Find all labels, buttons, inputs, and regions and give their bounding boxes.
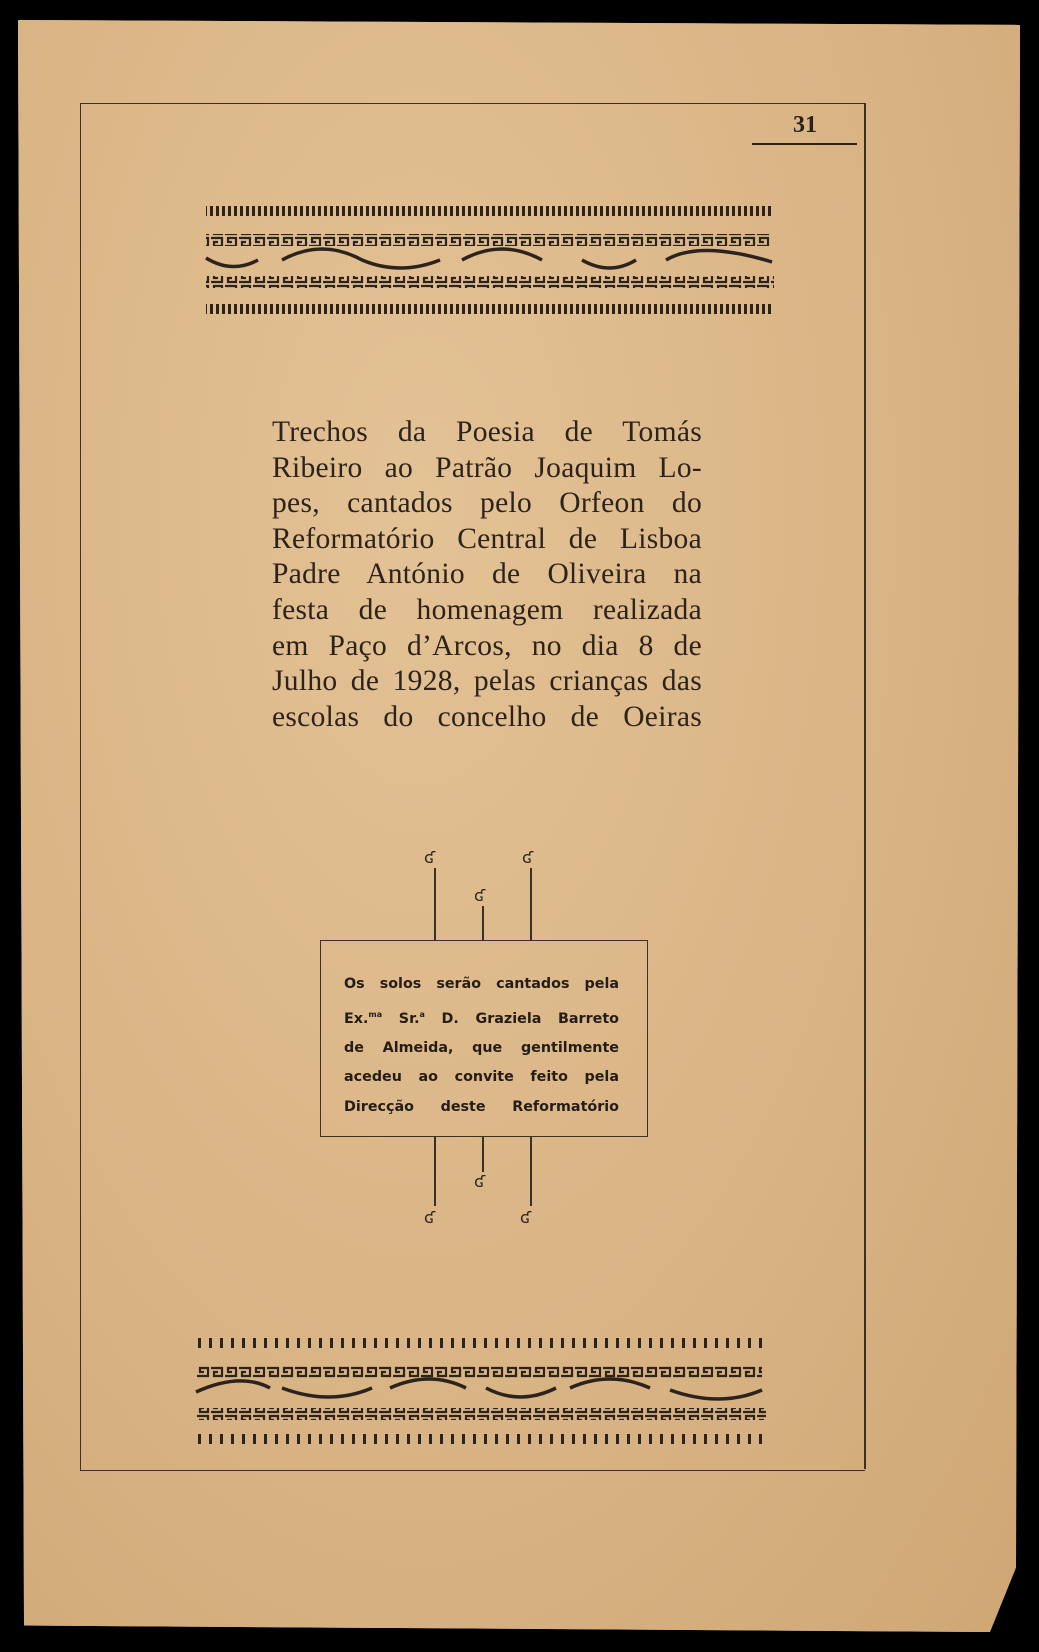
title-line: pes, cantados pelo Orfeon do [272,487,702,520]
title-line: em Paço d’Arcos, no dia 8 de [272,629,702,662]
bottom-tick-row-2 [196,1434,766,1444]
knot-stem [482,906,484,940]
notice-line: acedeu ao convite feito pela [344,1069,619,1086]
title-line: Julho de 1928, pelas crianças das [272,665,702,698]
knot-stem [434,1136,436,1206]
title-line: Padre António de Oliveira na [272,558,702,591]
knot-ornament-icon: ʛ [474,886,486,905]
bottom-ornament-band [0,1330,1039,1450]
title-line: Trechos da Poesia de Tomás [272,416,702,448]
knot-stem [434,868,436,940]
knot-stem [530,1136,532,1206]
knot-ornament-icon: ʛ [520,1208,532,1227]
notice-text [344,970,619,1122]
bottom-greek-key-row-1 [196,1366,762,1378]
title-line: Ribeiro ao Patrão Joaquim Lo- [272,451,702,484]
bottom-greek-key-row-2 [196,1408,766,1420]
knot-ornament-icon: ʛ [522,848,534,867]
knot-stem [482,1136,484,1172]
top-greek-key-row-2 [206,276,774,288]
bottom-wave-row [196,1379,762,1399]
title-line: festa de homenagem realizada [272,593,702,626]
title-line: escolas do concelho de Oeiras [272,700,702,733]
top-ornament-svg [0,200,1039,320]
knot-ornament-icon: ʛ [474,1172,486,1191]
top-tick-row-1 [206,206,774,216]
notice-line: Os solos serão cantados pela [344,976,619,992]
bottom-tick-row-1 [196,1338,766,1348]
knot-ornament-icon: ʛ [424,1208,436,1227]
top-wave-row [206,249,772,268]
page-number: 31 [793,112,817,138]
notice-line: de Almeida, que gentilmente [344,1039,619,1056]
top-ornament-band [0,200,1039,320]
top-tick-row-2 [206,304,774,314]
title-line: Reformatório Central de Lisboa [272,522,702,555]
top-greek-key-row-1 [206,234,770,246]
knot-ornament-icon: ʛ [424,848,436,867]
bottom-ornament-svg [0,1330,1039,1450]
page-number-rule [752,143,857,145]
knot-stem [530,868,532,940]
notice-line: Ex.$^{ma}$ Sr.$^a$ D. Graziela Barreto [344,1009,620,1027]
notice-line: Direcção deste Reformatório [344,1098,619,1115]
poem-title-block [272,415,702,735]
